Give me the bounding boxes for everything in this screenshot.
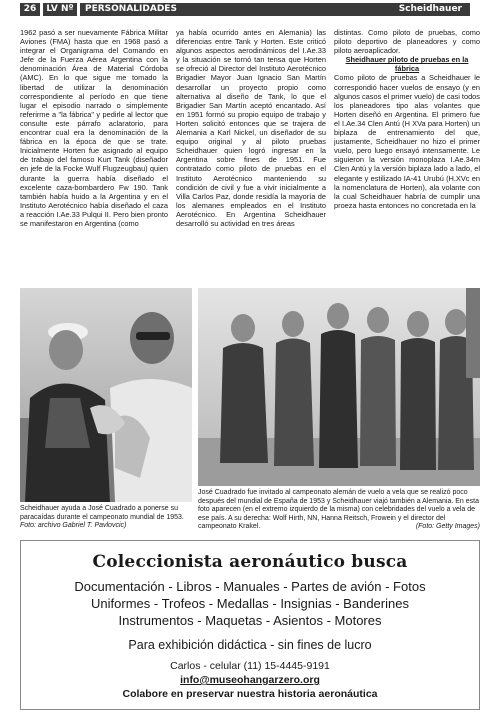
photo-2-caption: José Cuadrado fue invitado al campeonato alemán de vuelo a vela que se realizó poco después del mundial de España de 1953 y Scheidhauer viajó también a Alemania. En esta foto aparecen (en el extremo izquierdo de la misma) con celebridades del vuelo a vela de ese país. A su derecha: Wolf Hirth, NN, Hanna Reitsch, Frowein y el director del campeonato Krakel. (198, 489, 479, 531)
column-2-text: ya había ocurrido antes en Alemania) las diferencias entre Tank y Horten. Este criticó algunos aspectos aerodinámicos del I.Ae.33 y la situación se tornó tan tensa que Horten se ofreció al Director del Instituto Aerotécnico Brigadier Mayor Juan Ignacio San Martín desarrollar un proyecto propio como alternativa al diseño de Tank, lo que el Brigadier San Martín aceptó encantado. Así en 1951 formó su propio equipo de trabajo y Horten solicitó entonces que se trajera de Alemania a Karl Nickel, un diseñador de su equipo original y al piloto pruebas Scheidhauer quien logró ingresar en la Argentina sobre fines de 1951. Fue contratado como piloto de pruebas en el Instituto Aerotécnico manteniendo su condición de civil y fue a vivir inicialmente a Villa Carlos Paz, donde residía la mayoría de los alemanes empleados en el Instituto Aerotécnico. En Argentina Scheidhauer desarrolló su actividad en tres áreas (176, 28, 326, 228)
column-3-intro: distintas. Como piloto de pruebas, como piloto deportivo de planeadores y como piloto aeroaplicador. (334, 28, 480, 56)
ad-phone: Carlos - celular (11) 15-4445-9191 (170, 660, 330, 672)
section-bar (80, 3, 470, 16)
ad-items-line-3: Instrumentos - Maquetas - Asientos - Motores (118, 613, 382, 628)
photo-1-caption: Scheidhauer ayuda a José Cuadrado a ponerse su paracaídas durante el campeonato mundial de 1953. (20, 505, 184, 521)
ad-title: Coleccionista aeronáutico busca (92, 552, 408, 572)
ad-email-link[interactable]: info@museohangarzero.org (180, 674, 320, 686)
photo-scheidhauer-cuadrado (20, 288, 192, 502)
section-subheading: Sheidhauer piloto de pruebas en la fábrica (345, 55, 469, 74)
article-column-3 (334, 28, 480, 210)
photo-2-credit: (Foto: Getty Images) (415, 523, 480, 531)
photo-1-credit: Foto: archivo Gabriel T. Pavlovcic) (20, 522, 127, 530)
column-3-text: Como piloto de pruebas a Scheidhauer le correspondió hacer vuelos de ensayo (y en algunos casos el primer vuelo) de casi todos los planeadores tipo alas volantes que Horten diseñó en Argentina. El primero fue el I.Ae.34 Clen Antú (H XVa para Horten) un biplaza de entrenamiento del que, justamente, Scheidhauer no hizo el primer vuelo, pero luego ensayó intensamente. Le siguieron la versión monoplaza I.Ae.34m Clen Antú y la versión biplaza lado a lado, el elegante y estilizado IA-41 Urubú (H.XVc en la nomenclatura de Horten), ala volante con la cual Scheidhauer habría de cumplir una proeza hasta entonces no concretada en la (334, 73, 480, 210)
photo-gliding-celebrities (198, 288, 480, 486)
ad-contact-block (21, 659, 479, 701)
photo-1-caption-block (20, 505, 192, 531)
section-title: PERSONALIDADES (85, 4, 177, 14)
page-header (0, 0, 500, 27)
ad-closing: Colabore en preservar nuestra historia aeronáutica (122, 688, 378, 700)
page-number: 26 (20, 3, 40, 16)
ad-subtitle: Para exhibición didáctica - sin fines de lucro (128, 638, 372, 652)
ad-items-line-2: Uniformes - Trofeos - Medallas - Insignias - Banderines (91, 596, 409, 611)
photo-2-caption-block (198, 489, 480, 532)
article-subject: Scheidhauer (398, 4, 462, 14)
issue-number: LV Nº 87 (43, 3, 77, 16)
column-1-text: 1962 pasó a ser nuevamente Fábrica Militar Aviones (FMA) hasta que en 1968 pasó a integrar el Organigrama del Comando en Jefe de la Fuerza Aérea Argentina con la denominación Área de Material Córdoba (AMC). En lo que sigue me tomado la libertad de utilizar la denominación correspondiente al período en que tiene lugar el episodio narrado o simplemente referirme a "la fábrica" y pedirle al lector que consulte este párrafo aclaratorio, para encontrar cual era la denominación de la fábrica en la época de que se trate. Inicialmente Horten fue asignado al equipo de trabajo del famoso Kurt Tank (diseñador en jefe de la Focke Wulf Flugzeugbau) quien durante la guerra había diseñado el excelente caza-bombardero Fw 190. Tank también había huido a la Argentina y en el Instituto Aerotécnico había diseñado el caza a reacción I.Ae.33 Pulqui II. Pero bien pronto se manifestaron en Argentina (como (20, 28, 168, 228)
collector-advertisement (20, 540, 480, 710)
ad-items-line-1: Documentación - Libros - Manuales - Partes de avión - Fotos (74, 579, 426, 594)
article-column-2 (176, 28, 326, 228)
article-column-1 (20, 28, 168, 228)
